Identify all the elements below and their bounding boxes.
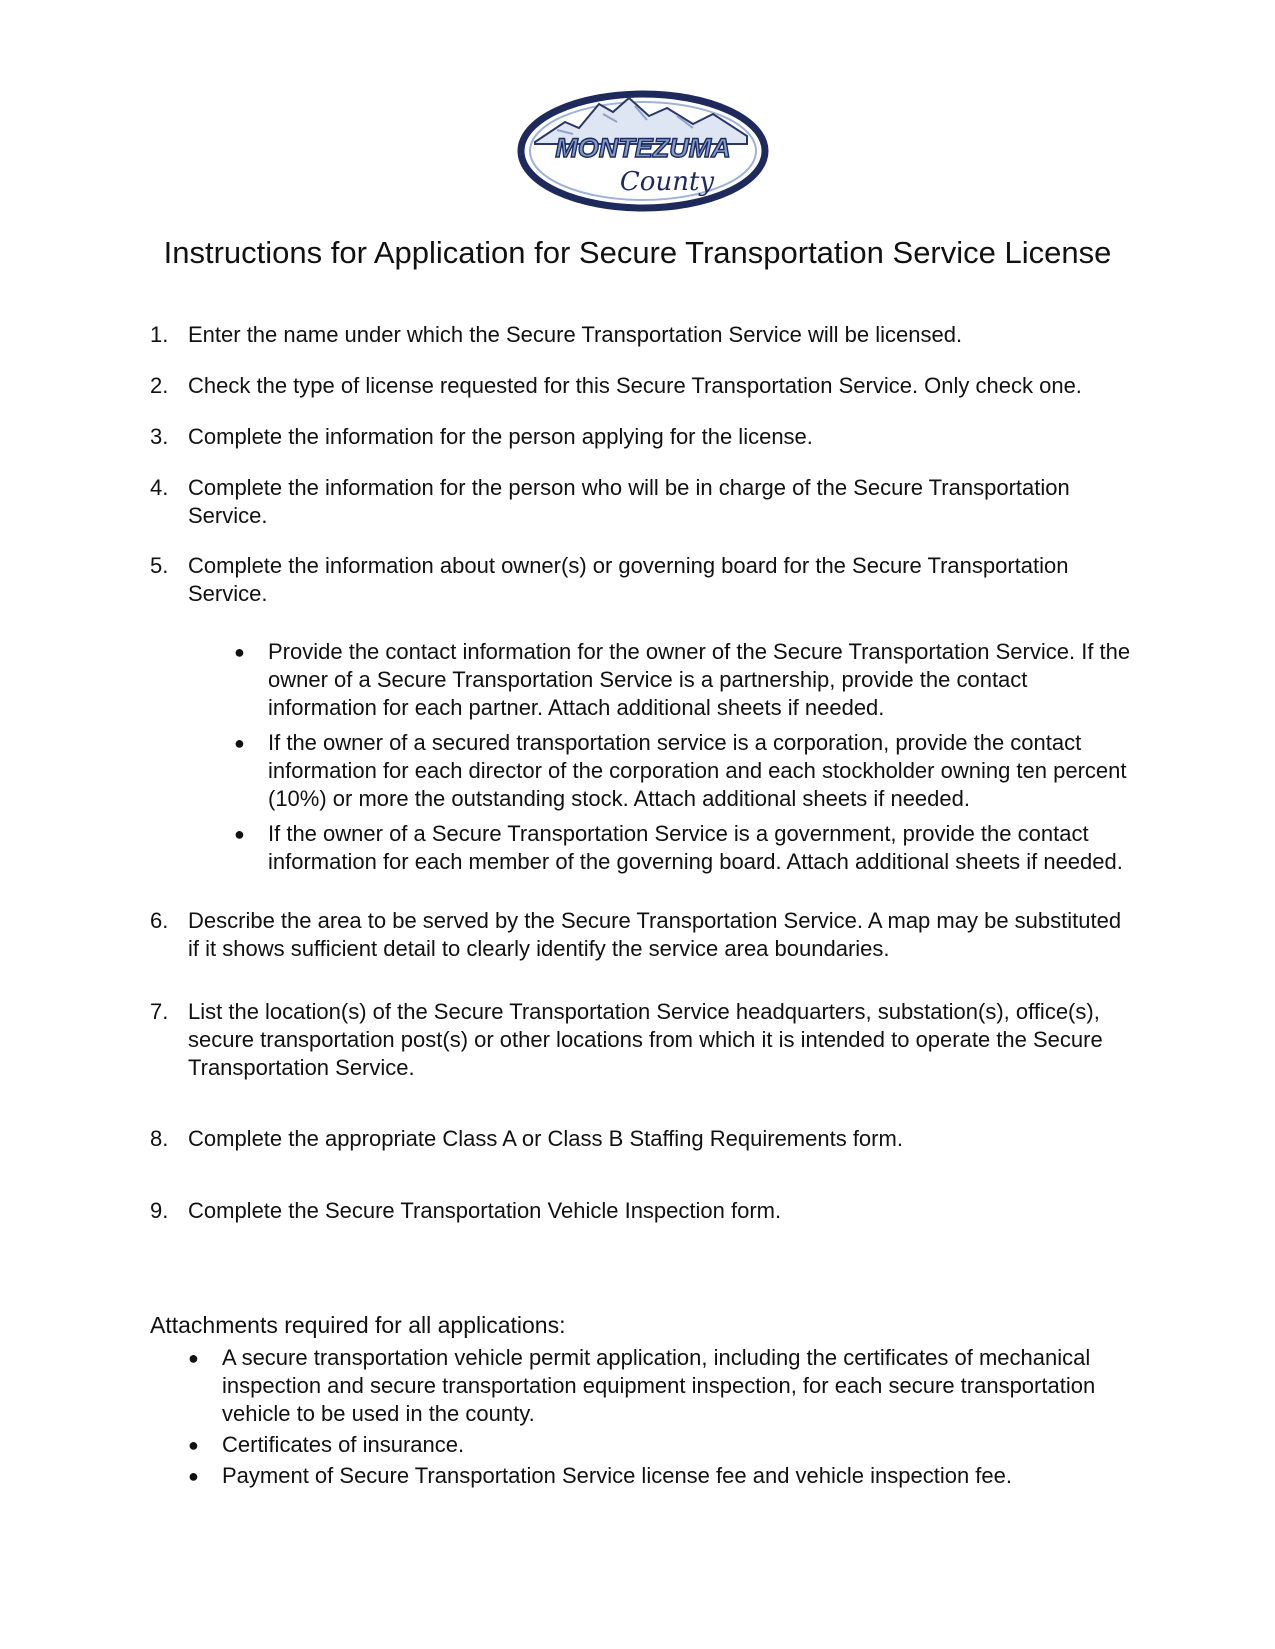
attachment-text: Payment of Secure Transportation Service license fee and vehicle inspection fee. (222, 1463, 1013, 1488)
svg-text:County: County (619, 167, 715, 197)
item-text: Check the type of license requested for this Secure Transportation Service. Only check one. (188, 373, 1082, 398)
owner-subitems (228, 638, 1138, 883)
item-number: 3. (150, 424, 169, 449)
subitem-text: If the owner of a Secure Transportation Service is a government, provide the contact information for each member of the governing board. Attach additional sheets if needed. (268, 821, 1123, 874)
item-text: Complete the Secure Transportation Vehicle Inspection form. (188, 1198, 782, 1223)
item-number: 7. (150, 999, 169, 1024)
attachment-text: Certificates of insurance. (222, 1432, 465, 1457)
item-number: 6. (150, 908, 169, 933)
bullet-icon: ● (234, 824, 245, 844)
montezuma-county-logo (517, 90, 769, 212)
attachment-item (184, 1462, 1144, 1490)
subitem-text: If the owner of a secured transportation service is a corporation, provide the contact information for each director of the corporation and each stockholder owning ten percent (10%) or more the outstanding stock. Attach additional sheets if needed. (268, 730, 1127, 811)
attachment-item (184, 1344, 1144, 1428)
item-number: 8. (150, 1126, 169, 1151)
subitem-text: Provide the contact information for the owner of the Secure Transportation Service. If the owner of a Secure Transportation Service is a partnership, provide the contact information for each partner. Attach additional sheets if needed. (268, 639, 1131, 720)
svg-text:MONTEZUMA: MONTEZUMA (555, 133, 731, 163)
attachment-item (184, 1431, 1144, 1459)
item-text: Complete the information for the person who will be in charge of the Secure Transportation Service. (188, 475, 1070, 528)
item-text: Complete the appropriate Class A or Class B Staffing Requirements form. (188, 1126, 903, 1151)
item-text: Complete the information for the person applying for the license. (188, 424, 813, 449)
item-number: 2. (150, 373, 169, 398)
page-title: Instructions for Application for Secure Transportation Service License (163, 235, 1112, 270)
bullet-icon: ● (188, 1435, 199, 1455)
item-text: Complete the information about owner(s) or governing board for the Secure Transportation Service. (188, 553, 1069, 606)
bullet-icon: ● (188, 1466, 199, 1486)
attachments-list (184, 1344, 1144, 1493)
subitem (228, 729, 1138, 813)
subitem (228, 820, 1138, 876)
item-number: 9. (150, 1198, 169, 1223)
item-number: 1. (150, 322, 169, 347)
bullet-icon: ● (234, 733, 245, 753)
attachments-heading: Attachments required for all applications: (150, 1312, 566, 1338)
item-text: List the location(s) of the Secure Transportation Service headquarters, substation(s), office(s), secure transportation post(s) or other locations from which it is intended to operate the Secure Transportation Service. (188, 999, 1103, 1080)
item-number: 5. (150, 553, 169, 578)
subitem (228, 638, 1138, 722)
attachment-text: A secure transportation vehicle permit application, including the certificates of mechanical inspection and secure transportation equipment inspection, for each secure transportation vehicle to be used in the county. (222, 1345, 1096, 1426)
item-number: 4. (150, 475, 169, 500)
bullet-icon: ● (234, 642, 245, 662)
item-text: Enter the name under which the Secure Transportation Service will be licensed. (188, 322, 963, 347)
item-text: Describe the area to be served by the Secure Transportation Service. A map may be substituted if it shows sufficient detail to clearly identify the service area boundaries. (188, 908, 1122, 961)
bullet-icon: ● (188, 1348, 199, 1368)
